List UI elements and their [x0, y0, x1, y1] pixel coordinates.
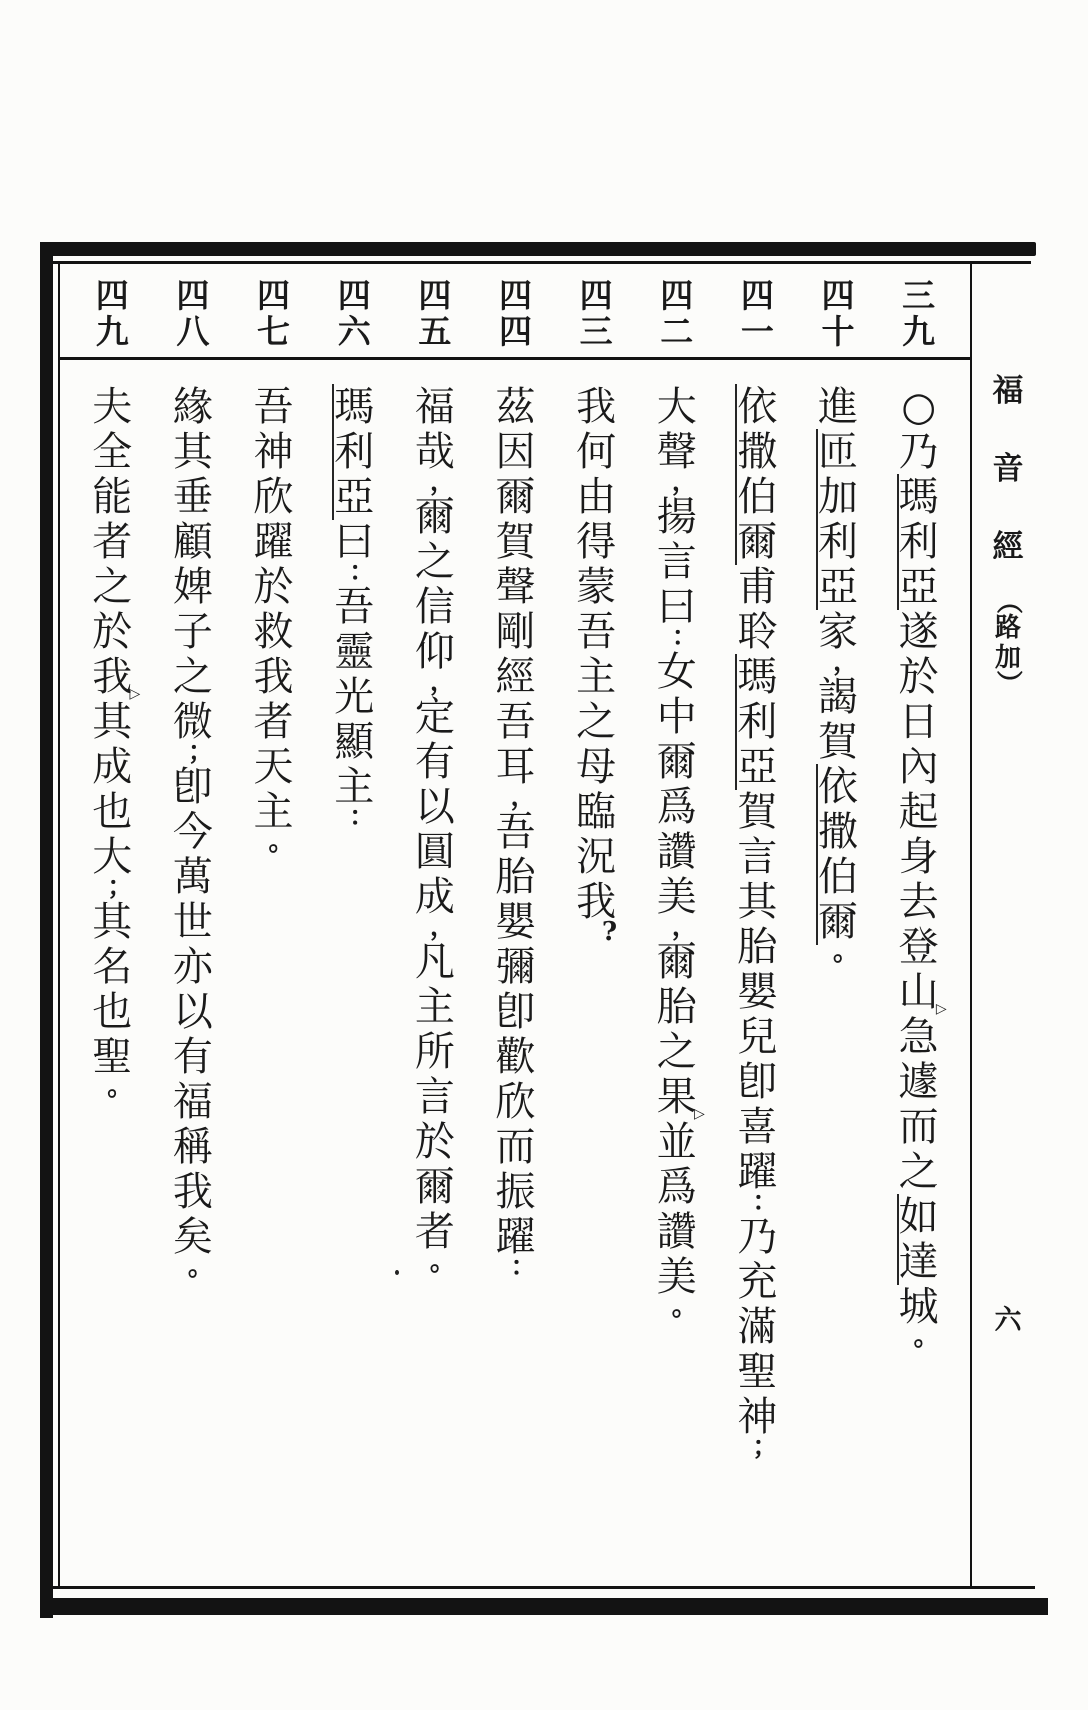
char-cell: 爾: [737, 519, 778, 565]
char-cell: 得: [576, 519, 617, 565]
verse-number-char: 四: [95, 276, 129, 315]
char-cell: ，: [429, 912, 456, 942]
char-cell: 於: [253, 564, 294, 610]
proper-name-mark: [332, 429, 334, 475]
proper-name-mark: [816, 429, 818, 475]
char-cell: 其 ▷: [92, 686, 141, 745]
verse-number-char: 四: [176, 276, 210, 315]
char-cell: 微: [172, 699, 213, 745]
proper-name-mark: [735, 654, 737, 700]
char-cell: 曰: [334, 519, 375, 565]
char-cell: 主: [253, 789, 294, 835]
paren-open: （: [992, 587, 1023, 615]
char-cell: 經: [495, 654, 536, 700]
char-cell: 吾: [253, 384, 294, 430]
char-cell: 臨: [576, 789, 617, 835]
book-title-char: 音: [992, 451, 1024, 487]
char-cell: 有: [414, 739, 455, 785]
verse-number: [338, 268, 371, 385]
char-cell: 謁: [818, 674, 859, 720]
book-title-char: 福: [992, 373, 1024, 409]
verse-text: [170, 385, 216, 1280]
verse-number-char: 八: [176, 312, 210, 351]
char-cell: 急 ▷: [898, 1001, 947, 1060]
char-cell: 卽: [495, 989, 536, 1035]
char-cell: ，: [429, 467, 456, 497]
proper-name-mark: [897, 1239, 899, 1285]
verse-number-char: 七: [257, 312, 291, 351]
ink-speck: [395, 1270, 399, 1275]
char-cell: 我: [576, 384, 617, 430]
char-cell: 緣: [172, 384, 213, 430]
char-cell: 遽: [898, 1059, 939, 1105]
char-cell: 救: [253, 609, 294, 655]
char-cell: ；: [187, 737, 214, 767]
book-subtitle-char: 加: [994, 643, 1021, 673]
char-cell: 喜: [737, 1104, 778, 1150]
char-cell: 我: [253, 654, 294, 700]
verse-text: [412, 385, 458, 1275]
char-cell: 振: [495, 1169, 536, 1215]
verse-number-char: 十: [821, 312, 855, 351]
char-cell: 蒙: [576, 564, 617, 610]
char-cell: 主: [334, 764, 375, 810]
char-cell: 言: [737, 834, 778, 880]
char-cell: 天: [253, 744, 294, 790]
char-cell: 神: [253, 429, 294, 475]
char-cell: 者: [253, 699, 294, 745]
char-cell: 身: [898, 834, 939, 880]
char-cell: 爲: [656, 1164, 697, 1210]
char-cell: 美: [656, 874, 697, 920]
proper-name-mark: [897, 474, 899, 520]
char-cell: 剛: [495, 609, 536, 655]
char-cell: 起: [898, 789, 939, 835]
proper-name-mark: [735, 744, 737, 790]
char-cell: 揚: [656, 494, 697, 540]
char-cell: 凡: [414, 939, 455, 985]
char-cell: 乃: [898, 429, 939, 475]
char-cell: 滿: [737, 1304, 778, 1350]
char-cell: 於: [414, 1119, 455, 1165]
char-cell: 名: [92, 944, 133, 990]
char-cell: 爾: [656, 739, 697, 785]
verse-number-char: 二: [660, 312, 694, 351]
proper-name-mark: [735, 429, 737, 475]
verse-number-char: 四: [821, 276, 855, 315]
char-cell: 讚: [656, 1209, 697, 1255]
char-cell: 賀: [495, 519, 536, 565]
verse-number: [418, 268, 451, 385]
char-cell: 言: [656, 539, 697, 585]
char-cell: 利: [818, 519, 859, 565]
char-cell: 曰: [656, 584, 697, 630]
char-cell: 母: [576, 744, 617, 790]
char-cell: 光: [334, 674, 375, 720]
char-cell: 躍: [495, 1214, 536, 1260]
page-border-top-inner: [43, 261, 1031, 264]
char-cell: ；: [752, 1432, 779, 1462]
char-cell: 垂: [172, 474, 213, 520]
char-cell: 定: [414, 694, 455, 740]
char-cell: 言: [414, 1074, 455, 1120]
char-cell: 哉: [414, 429, 455, 475]
char-cell: 而: [898, 1104, 939, 1150]
char-cell: 胎: [656, 984, 697, 1030]
verse-number-char: 六: [337, 312, 371, 351]
verse-number: [257, 268, 290, 385]
proper-name-mark: [735, 699, 737, 745]
char-cell: 。: [913, 1322, 940, 1352]
char-cell: 由: [576, 474, 617, 520]
char-cell: 顯: [334, 719, 375, 765]
char-cell: 聆: [737, 609, 778, 655]
char-cell: 其: [172, 429, 213, 475]
char-cell: 福: [172, 1079, 213, 1125]
book-title-char: 經: [992, 529, 1024, 565]
char-cell: 稱: [172, 1124, 213, 1170]
char-cell: 爾: [414, 494, 455, 540]
verse-number-char: 四: [498, 312, 532, 351]
char-cell: 伯: [818, 854, 859, 900]
char-cell: 成: [414, 874, 455, 920]
char-cell: 遂: [898, 609, 939, 655]
char-cell: 亞: [334, 474, 375, 520]
char-cell: 美: [656, 1254, 697, 1300]
margin-column: [973, 268, 1043, 1590]
char-cell: 。: [671, 1292, 698, 1322]
char-cell: ，: [671, 912, 698, 942]
char-cell: 也: [92, 789, 133, 835]
char-cell: ：: [349, 802, 376, 832]
char-cell: 於: [92, 609, 133, 655]
char-cell: 吾: [495, 809, 536, 855]
verse-columns: [60, 268, 971, 1588]
char-cell: 家: [818, 609, 859, 655]
verse-number: [741, 268, 774, 385]
page-border-bottom: [40, 1598, 1048, 1615]
verse-number-char: 四: [740, 276, 774, 315]
char-cell: 亞: [898, 564, 939, 610]
page-border-left: [40, 242, 53, 1618]
char-cell: 萬: [172, 854, 213, 900]
char-cell: 彌: [495, 944, 536, 990]
char-cell: 城: [898, 1284, 939, 1330]
char-cell: ，: [833, 647, 860, 677]
char-cell: ○: [901, 384, 937, 430]
verse-text: [815, 385, 861, 965]
char-cell: 之: [898, 1149, 939, 1195]
verse-number-char: 九: [95, 312, 129, 351]
char-cell: 撒: [818, 809, 859, 855]
char-cell: ：: [510, 1252, 537, 1282]
proper-name-mark: [735, 384, 737, 430]
verse-column: [636, 268, 717, 1588]
proper-name-mark: [735, 474, 737, 520]
char-cell: 聖: [92, 1034, 133, 1080]
char-cell: 以: [172, 989, 213, 1035]
char-cell: 欣: [495, 1079, 536, 1125]
char-cell: 卽: [172, 764, 213, 810]
char-cell: ：: [671, 622, 698, 652]
triangle-mark-icon: ▷: [693, 1106, 705, 1122]
char-cell: 吾: [576, 609, 617, 655]
verse-number-char: 五: [418, 312, 452, 351]
char-cell: 神: [737, 1394, 778, 1440]
char-cell: 果: [656, 1074, 697, 1120]
char-cell: 大: [92, 834, 133, 880]
char-cell: 。: [107, 1072, 134, 1102]
char-cell: 山: [898, 969, 939, 1015]
proper-name-mark: [332, 474, 334, 520]
char-cell: 利: [898, 519, 939, 565]
char-cell: 耳: [495, 744, 536, 790]
char-cell: 聲: [495, 564, 536, 610]
char-cell: 爾: [495, 474, 536, 520]
char-cell: 亞: [818, 564, 859, 610]
char-cell: 因: [495, 429, 536, 475]
char-cell: 之: [576, 699, 617, 745]
proper-name-mark: [735, 519, 737, 565]
proper-name-mark: [897, 564, 899, 610]
verse-column: [314, 268, 395, 1588]
verse-column: [233, 268, 314, 1588]
book-title: [973, 375, 1043, 697]
verse-number-char: 一: [740, 312, 774, 351]
char-cell: 。: [429, 1247, 456, 1277]
char-cell: 依: [737, 384, 778, 430]
char-cell: 之: [656, 1029, 697, 1075]
char-cell: 嬰: [737, 969, 778, 1015]
page-border-top: [43, 242, 1036, 256]
book-subtitle-char: 路: [994, 613, 1021, 643]
char-cell: 如: [898, 1194, 939, 1240]
char-cell: 。: [833, 937, 860, 967]
char-cell: 之: [172, 654, 213, 700]
char-cell: 胎: [737, 924, 778, 970]
char-cell: 何: [576, 429, 617, 475]
char-cell: 進: [818, 384, 859, 430]
char-cell: 伯: [737, 474, 778, 520]
char-cell: 世: [172, 899, 213, 945]
char-cell: 達: [898, 1239, 939, 1285]
char-cell: ；: [107, 872, 134, 902]
char-cell: 甫: [737, 564, 778, 610]
char-cell: 全: [92, 429, 133, 475]
char-cell: 有: [172, 1034, 213, 1080]
char-cell: 之: [92, 564, 133, 610]
verse-text: [896, 384, 947, 1352]
char-cell: 撒: [737, 429, 778, 475]
proper-name-mark: [897, 519, 899, 565]
char-cell: 仰: [414, 629, 455, 675]
char-cell: 並 ▷: [656, 1106, 705, 1165]
proper-name-mark: [897, 1194, 899, 1240]
verse-number-char: 四: [660, 276, 694, 315]
char-cell: ：: [349, 557, 376, 587]
verse-column: [153, 268, 234, 1588]
char-cell: 依: [818, 764, 859, 810]
char-cell: 胎: [495, 854, 536, 900]
verse-column: [395, 268, 476, 1588]
char-cell: 信: [414, 584, 455, 630]
proper-name-mark: [332, 384, 334, 430]
char-cell: 矣: [172, 1214, 213, 1260]
char-cell: 者: [414, 1209, 455, 1255]
char-cell: 躍: [253, 519, 294, 565]
char-cell: 瑪: [737, 654, 778, 700]
char-cell: 內: [898, 744, 939, 790]
verse-text: [573, 385, 619, 945]
verse-text: [654, 384, 705, 1322]
char-cell: 之: [414, 539, 455, 585]
char-cell: 而: [495, 1124, 536, 1170]
triangle-mark-icon: ▷: [129, 686, 141, 702]
verse-text: [331, 385, 377, 830]
char-cell: 所: [414, 1029, 455, 1075]
char-cell: 賀: [818, 719, 859, 765]
char-cell: 欣: [253, 474, 294, 520]
verse-number: [499, 268, 532, 385]
verse-column: [878, 268, 959, 1588]
char-cell: 我: [92, 654, 133, 700]
triangle-mark-icon: ▷: [935, 1001, 947, 1017]
char-cell: ：: [752, 1187, 779, 1217]
char-cell: 女: [656, 649, 697, 695]
char-cell: 以: [414, 784, 455, 830]
char-cell: 者: [92, 519, 133, 565]
char-cell: 爾: [656, 939, 697, 985]
char-cell: 我: [172, 1169, 213, 1215]
char-cell: 爲: [656, 784, 697, 830]
verse-number-char: 四: [337, 276, 371, 315]
verse-number: [176, 268, 209, 385]
char-cell: 爾: [818, 899, 859, 945]
char-cell: 利: [334, 429, 375, 475]
char-cell: 靈: [334, 629, 375, 675]
verse-number-char: 四: [579, 276, 613, 315]
char-cell: 讚: [656, 829, 697, 875]
verse-number-char: 四: [418, 276, 452, 315]
char-cell: 瑪: [334, 384, 375, 430]
verse-column: [475, 268, 556, 1588]
char-cell: 登: [898, 924, 939, 970]
verse-column: [717, 268, 798, 1588]
char-cell: 。: [268, 827, 295, 857]
verse-column: [72, 268, 153, 1588]
char-cell: 於: [898, 654, 939, 700]
char-cell: ，: [510, 782, 537, 812]
page-number: 六: [994, 1305, 1022, 1336]
char-cell: 加: [818, 474, 859, 520]
char-cell: 主: [576, 654, 617, 700]
verse-number-char: 九: [902, 312, 936, 351]
char-cell: 我: [576, 879, 617, 925]
verse-number-char: 四: [257, 276, 291, 315]
char-cell: 充: [737, 1259, 778, 1305]
char-cell: 今: [172, 809, 213, 855]
char-cell: 婢: [172, 564, 213, 610]
char-cell: 夫: [92, 384, 133, 430]
char-cell: 況: [576, 834, 617, 880]
verse-text: [492, 385, 538, 1280]
char-cell: 聖: [737, 1349, 778, 1395]
char-cell: 兒: [737, 1014, 778, 1060]
char-cell: 其: [737, 879, 778, 925]
verse-number: [822, 268, 855, 385]
char-cell: 大: [656, 384, 697, 430]
char-cell: 匝: [818, 429, 859, 475]
char-cell: 福: [414, 384, 455, 430]
char-cell: 瑪: [898, 474, 939, 520]
char-cell: 嬰: [495, 899, 536, 945]
verse-text: [89, 384, 141, 1102]
char-cell: 主: [414, 984, 455, 1030]
char-cell: 躍: [737, 1149, 778, 1195]
char-cell: 。: [187, 1252, 214, 1282]
proper-name-mark: [816, 564, 818, 610]
char-cell: 中: [656, 694, 697, 740]
char-cell: 茲: [495, 384, 536, 430]
char-cell: 爾: [414, 1164, 455, 1210]
proper-name-mark: [816, 899, 818, 945]
paren-close: ）: [992, 669, 1023, 697]
char-cell: 亞: [737, 744, 778, 790]
verse-number-char: 三: [579, 312, 613, 351]
proper-name-mark: [816, 519, 818, 565]
char-cell: 能: [92, 474, 133, 520]
verse-number: [96, 268, 129, 385]
char-cell: 賀: [737, 789, 778, 835]
verse-number-char: 三: [902, 276, 936, 315]
verse-column: [556, 268, 637, 1588]
verse-text: [734, 385, 780, 1460]
proper-name-mark: [816, 809, 818, 855]
char-cell: 也: [92, 989, 133, 1035]
char-cell: 聲: [656, 429, 697, 475]
proper-name-mark: [816, 764, 818, 810]
char-cell: 吾: [495, 699, 536, 745]
verse-text: [251, 385, 297, 855]
verse-number-char: 四: [498, 276, 532, 315]
verse-column: [798, 268, 879, 1588]
char-cell: 顧: [172, 519, 213, 565]
char-cell: ?: [601, 917, 618, 947]
char-cell: 日: [898, 699, 939, 745]
char-cell: 其: [92, 899, 133, 945]
char-cell: ，: [429, 667, 456, 697]
proper-name-mark: [816, 474, 818, 520]
char-cell: 子: [172, 609, 213, 655]
char-cell: 亦: [172, 944, 213, 990]
char-cell: 歡: [495, 1034, 536, 1080]
verse-number: [580, 268, 613, 385]
char-cell: 利: [737, 699, 778, 745]
char-cell: 乃: [737, 1214, 778, 1260]
char-cell: ，: [671, 467, 698, 497]
verse-number: [902, 268, 935, 385]
proper-name-mark: [816, 854, 818, 900]
verse-number: [660, 268, 693, 385]
char-cell: 吾: [334, 584, 375, 630]
char-cell: 去: [898, 879, 939, 925]
char-cell: 成: [92, 744, 133, 790]
char-cell: 圓: [414, 829, 455, 875]
char-cell: 卽: [737, 1059, 778, 1105]
